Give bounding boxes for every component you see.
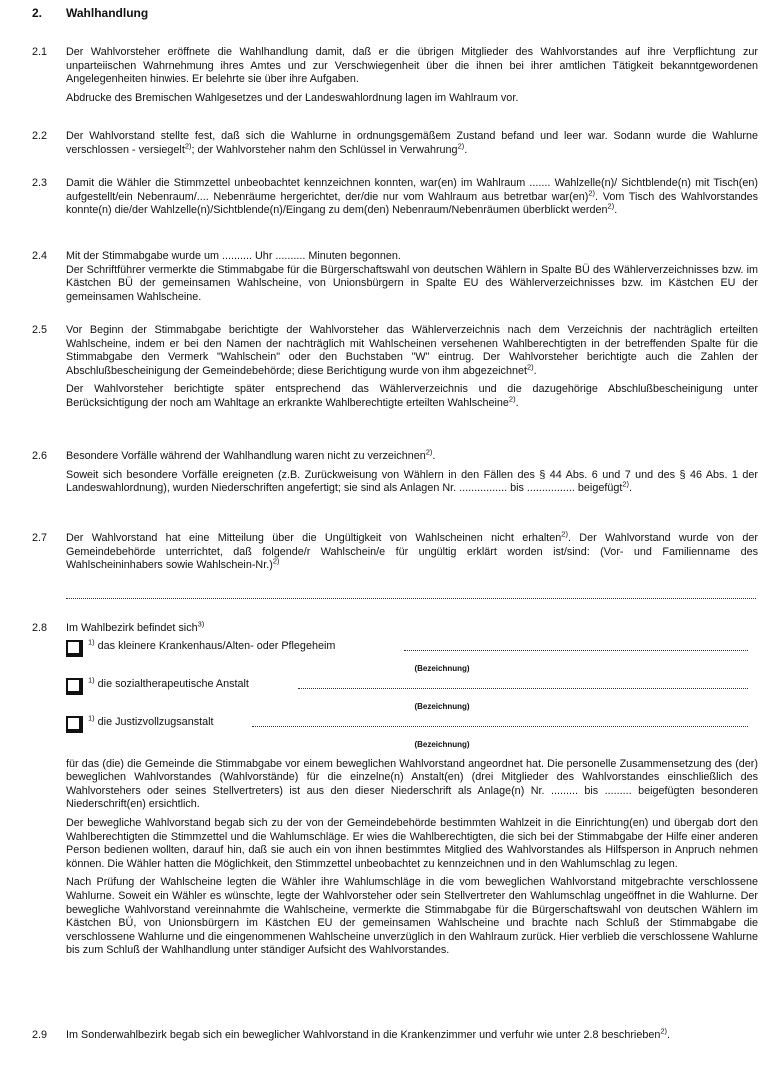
footnote-ref: 2) <box>425 447 433 457</box>
paragraph-number: 2.4 <box>32 250 48 262</box>
paragraph-2-5 <box>32 324 758 411</box>
footnote-ref: 1) <box>88 637 95 646</box>
footnote-ref: 2) <box>588 188 596 197</box>
checkbox[interactable] <box>66 716 83 733</box>
section-title: Wahlhandlung <box>66 6 149 20</box>
paragraph-number: 2.9 <box>32 1029 48 1041</box>
paragraph-text: Der Wahlvorsteher berichtigte später entsprechend das Wählerverzeichnis und die dazugehörige Abschlußbescheinigung unter Berücksichtigung der noch am Wahltage an erkrankte Wahlberechtigte erteilten Wahlscheine$^{2)}$. <box>66 383 758 409</box>
footnote-ref: 1) <box>88 713 95 722</box>
paragraph-number: 2.1 <box>32 46 48 58</box>
checkbox[interactable] <box>66 640 83 657</box>
designation-caption: (Bezeichnung) <box>414 739 470 749</box>
paragraph-text: für das (die) die Gemeinde die Stimmabgabe vor einem beweglichen Wahlvorstand angeordnet hat. Die personelle Zusammensetzung des (der) beweglichen Wahlvorstandes (Wahlvorstände) für die einzelne(n) Anstalt(en) (drei Mitglieder des Wahlvorstandes einschließlich des Wahlvorstehers oder seines Stellvertreters) ist aus den dieser Niederschrift als Anlage(n) Nr. ......... bis ......... beigefügten besonderen Niederschrift(en) ersichtlich. <box>66 757 758 811</box>
footnote-ref: 2) <box>561 529 568 539</box>
footnote-ref: 2) <box>607 201 615 211</box>
designation-line[interactable] <box>298 688 748 689</box>
paragraph-2-9 <box>32 1026 758 1043</box>
paragraph-text: Abdrucke des Bremischen Wahlgesetzes und der Landeswahlordnung lagen im Wahlraum vor. <box>66 91 519 104</box>
paragraph-text: Vor Beginn der Stimmabgabe berichtigte der Wahlvorsteher das Wählerverzeichnis nach dem Verzeichnis der nachträglich erteilten Wahlscheine, indem er bei den Namen der nachträglich mit Wahlscheinen versehenen Wahlberechtigten in der betreffenden Spalte für die Stimmabgabe den Vermerk "Wahlschein" oder den Buchstaben "W" eintrug. Der Wahlvorsteher berichtigte auch die Zahlen der Abschlußbescheinigung der Gemeindebehörde; diese Berichtigung wurde von ihm abgezeichnet$^{2)}$. <box>66 324 758 377</box>
paragraph-number: 2.7 <box>32 532 48 544</box>
paragraph-text: Im Wahlbezirk befindet sich$^{3)}$ <box>66 619 205 634</box>
footnote-ref: 2) <box>272 556 280 566</box>
option-label: das kleinere Krankenhaus/Alten- oder Pflegeheim <box>94 639 336 652</box>
facility-option-hospital <box>66 637 758 660</box>
footnote-ref: 2) <box>622 479 630 489</box>
paragraph-text: Der Wahlvorsteher eröffnete die Wahlhandlung damit, daß er die übrigen Mitglieder des Wahlvorstandes auf ihre Verpflichtung zur unparteiischen Wahrnehmung ihres Amtes und zur Verschwiegenheit über die ihnen bei ihrer amtlichen Tätigkeit bekanntgewordenen Angelegenheiten hinwies. Er belehrte sie über ihre Aufgaben. <box>66 46 758 86</box>
paragraph-2-7 <box>32 529 758 599</box>
facility-option-prison <box>66 713 758 736</box>
option-label: die sozialtherapeutische Anstalt <box>94 677 249 690</box>
paragraph-text: Der Wahlvorstand hat eine Mitteilung über die Ungültigkeit von Wahlscheinen nicht erhalten$^{2)}$. Der Wahlvorstand wurde von der Gemeindebehörde unterrichtet, daß folgende/r Wahlschein/e für ungültig erklärt worden ist/sind: (Vor- und Familienname des Wahlscheininhabers sowie Wahlschein-Nr.)$^{2)}$ <box>66 529 758 572</box>
footnote-ref: 1) <box>88 675 95 684</box>
option-label: die Justizvollzugsanstalt <box>94 715 214 728</box>
designation-caption: (Bezeichnung) <box>414 663 470 673</box>
paragraph-number: 2.3 <box>32 177 48 189</box>
section-heading <box>32 6 148 20</box>
paragraph-number: 2.5 <box>32 324 48 336</box>
paragraph-text: Besondere Vorfälle während der Wahlhandlung waren nicht zu verzeichnen$^{2)}$. <box>66 447 436 462</box>
designation-line[interactable] <box>252 726 748 727</box>
paragraph-2-3 <box>32 177 758 218</box>
section-number: 2. <box>32 6 43 20</box>
checkbox[interactable] <box>66 678 83 695</box>
paragraph-2-8 <box>32 619 758 958</box>
paragraph-2-6 <box>32 447 758 496</box>
invalid-ballot-entry-line[interactable] <box>66 587 756 599</box>
paragraph-text: Im Sonderwahlbezirk begab sich ein beweglicher Wahlvorstand in die Krankenzimmer und verfuhr wie unter 2.8 beschrieben$^{2)}$. <box>66 1026 671 1041</box>
footnote-ref: 2) <box>660 1026 668 1036</box>
paragraph-2-2 <box>32 130 758 157</box>
paragraph-text: Damit die Wähler die Stimmzettel unbeobachtet kennzeichnen konnten, war(en) im Wahlraum ....... Wahlzelle(n)/ Sichtblende(n) mit Tisch(en) aufgestellt/ein Nebenraum/.... Nebenräume hergerichtet, der/die nur vom Wahlraum aus betretbar war(en)$^{2)}$. Vom Tisch des Wahlvorstandes konnte(n) die/der Wahlzelle(n)/Sichtblende(n)/Eingang zu dem(den) Nebenraum/Nebenräumen überblickt werden$^{2)}$. <box>66 177 758 217</box>
paragraph-number: 2.6 <box>32 450 48 462</box>
paragraph-text: Mit der Stimmabgabe wurde um .......... Uhr .......... Minuten begonnen. <box>66 250 401 262</box>
paragraph-text: Der Wahlvorstand stellte fest, daß sich die Wahlurne in ordnungsgemäßem Zustand befand und leer war. Sodann wurde die Wahlurne verschlossen - versiegelt$^{2)}$; der Wahlvorsteher nahm den Schlüssel in Verwahrung$^{2)}$. <box>66 130 758 156</box>
paragraph-number: 2.8 <box>32 622 48 634</box>
paragraph-number: 2.2 <box>32 130 48 142</box>
designation-caption: (Bezeichnung) <box>414 701 470 711</box>
paragraph-text: Der bewegliche Wahlvorstand begab sich zu der von der Gemeindebehörde bestimmten Wahlzeit in die Einrichtung(en) und übergab dort den Wahlberechtigten die Stimmzettel und die Wahlumschläge. Er wies die Wahlberechtigten, die sich bei der Stimmabgabe der Hilfe einer anderen Person bedienen wollten, darauf hin, daß sie auch ein von ihnen bestimmtes Mitglied des Wahlvorstandes als Hilfsperson in Anpruch nehmen können. Die Wähler hatten die Möglichkeit, den Stimmzettel unbeobachtet zu kennzeichnen und in den Wahlumschlag zu legen. <box>66 816 758 870</box>
paragraph-2-4 <box>32 250 758 304</box>
footnote-ref: 2) <box>184 141 192 150</box>
facility-option-social-therapy <box>66 675 758 698</box>
paragraph-text: Nach Prüfung der Wahlscheine legten die Wähler ihre Wahlumschläge in die vom beweglichen Wahlvorstand mitgebrachte verschlossene Wahlurne. Soweit ein Wähler es wünschte, legte der Wahlvorsteher oder sein Stellvertreter den Wahlumschlag ungeöffnet in die Wahlurne. Der bewegliche Wahlvorstand vereinnahmte die Wahlscheine, vermerkte die Stimmabgabe für die Bürgerschaftswahl von deutschen Wählern im Kästchen BÜ, von Unionsbürgern im Kästchen EU der gemeinsamen Wahlscheine und brachte nach Schluß der Stimmabgabe die verschlossene Wahlurne und die eingenommenen Wahlscheine unverzüglich in den Wahlraum zurück. Hier verblieb die verschlossene Wahlurne bis zum Schluß der Wahlhandlung unter ständiger Aufsicht des Wahlvorstandes. <box>66 876 758 957</box>
footnote-ref: 2) <box>508 394 516 404</box>
footnote-ref: 3) <box>197 619 205 629</box>
paragraph-text: Soweit sich besondere Vorfälle ereigneten (z.B. Zurückweisung von Wählern in den Fällen des § 44 Abs. 6 und 7 und des § 46 Abs. 1 der Landeswahlordnung), wurden Niederschriften angefertigt; sie sind als Anlagen Nr. ................ bis ................ beigefügt$^{2)}$. <box>66 468 758 495</box>
paragraph-text: Der Schriftführer vermerkte die Stimmabgabe für die Bürgerschaftswahl von deutschen Wählern in Spalte BÜ des Wählerverzeichnisses bzw. im Kästchen BÜ der gemeinsamen Wahlscheine, von Unionsbürgern in Spalte EU des Wählerverzeichnisses bzw. im Kästchen EU der gemeinsamen Wahlscheine. <box>66 263 758 303</box>
paragraph-2-1 <box>32 46 758 105</box>
footnote-ref: 2) <box>457 141 465 150</box>
designation-line[interactable] <box>404 650 748 651</box>
footnote-ref: 2) <box>526 362 534 372</box>
